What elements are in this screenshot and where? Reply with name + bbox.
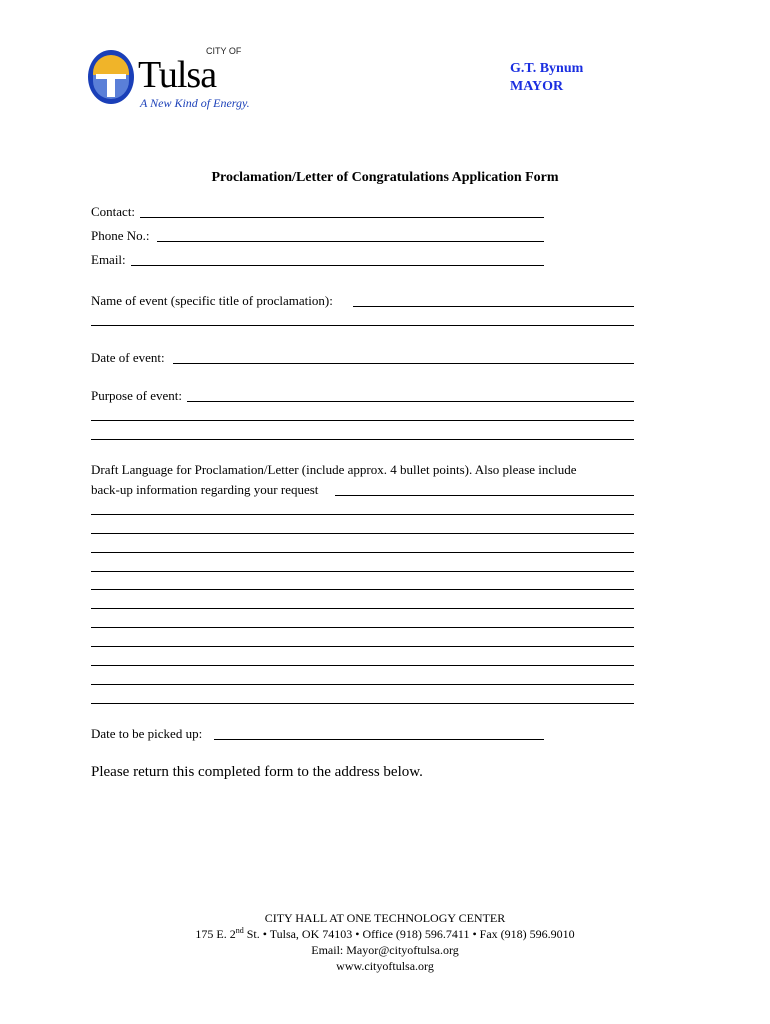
- logo-tagline: A New Kind of Energy.: [140, 96, 250, 110]
- logo-name: Tulsa: [138, 54, 217, 96]
- draft-label-line2: back-up information regarding your request: [91, 482, 319, 497]
- event-name-label: Name of event (specific title of proclamation):: [91, 293, 333, 308]
- contact-field[interactable]: [140, 217, 544, 218]
- footer: [0, 910, 770, 974]
- purpose-label: Purpose of event:: [91, 388, 182, 403]
- event-date-field[interactable]: [173, 363, 634, 364]
- draft-field-line[interactable]: [91, 552, 634, 553]
- draft-field[interactable]: [335, 495, 634, 496]
- email-label: Email:: [91, 252, 126, 267]
- address-street: 175 E. 2: [195, 927, 236, 941]
- address-rest: St. • Tulsa, OK 74103 • Office (918) 596.7411 • Fax (918) 596.9010: [243, 927, 575, 941]
- purpose-field-line[interactable]: [91, 420, 634, 421]
- contact-label: Contact:: [91, 204, 136, 219]
- draft-field-line[interactable]: [91, 665, 634, 666]
- draft-label-line1: Draft Language for Proclamation/Letter (include approx. 4 bullet points). Also please include: [91, 462, 577, 477]
- footer-city-hall: CITY HALL AT ONE TECHNOLOGY CENTER: [264, 911, 506, 925]
- mayor-block: [510, 60, 583, 96]
- draft-field-line[interactable]: [91, 589, 634, 590]
- mayor-name: G.T. Bynum: [510, 61, 584, 76]
- pickup-label: Date to be picked up:: [91, 726, 203, 741]
- draft-field-line[interactable]: [91, 646, 634, 647]
- draft-field-line[interactable]: [91, 608, 634, 609]
- draft-field-line[interactable]: [91, 514, 634, 515]
- purpose-field[interactable]: [187, 401, 634, 402]
- event-name-field-line[interactable]: [91, 325, 634, 326]
- draft-field-line[interactable]: [91, 703, 634, 704]
- draft-field-line[interactable]: [91, 571, 634, 572]
- phone-field[interactable]: [157, 241, 544, 242]
- event-name-field[interactable]: [353, 306, 634, 307]
- footer-website: www.cityoftulsa.org: [336, 959, 434, 973]
- return-note: Please return this completed form to the address below.: [91, 764, 423, 780]
- draft-field-line[interactable]: [91, 533, 634, 534]
- footer-email: Email: Mayor@cityoftulsa.org: [311, 943, 459, 957]
- address-sup: nd: [235, 926, 244, 935]
- draft-field-line[interactable]: [91, 627, 634, 628]
- phone-label: Phone No.:: [91, 228, 150, 243]
- pickup-date-field[interactable]: [214, 739, 544, 740]
- footer-address: [0, 926, 770, 942]
- city-of-tulsa-logo: [88, 46, 248, 112]
- event-date-label: Date of event:: [91, 350, 165, 365]
- draft-field-line[interactable]: [91, 684, 634, 685]
- purpose-field-line[interactable]: [91, 439, 634, 440]
- mayor-title: MAYOR: [510, 79, 564, 94]
- form-title: Proclamation/Letter of Congratulations Application Form: [211, 170, 559, 185]
- email-field[interactable]: [131, 265, 544, 266]
- city-seal-icon: [88, 50, 134, 104]
- logo-city-of: CITY OF: [206, 46, 242, 56]
